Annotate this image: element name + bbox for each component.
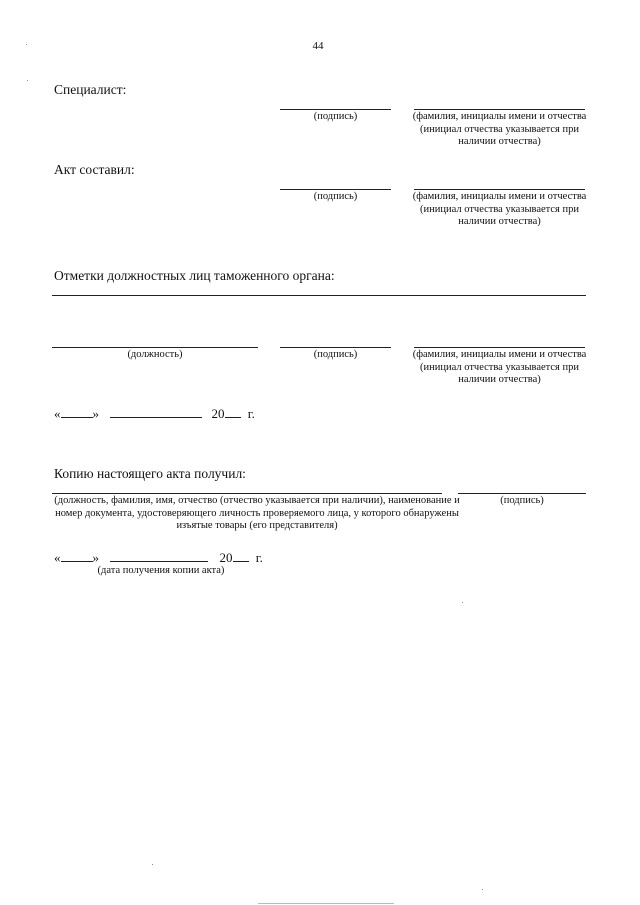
day-blank[interactable] (61, 549, 93, 562)
act-compiled-signature-caption: (подпись) (313, 191, 358, 202)
year-suffix: г. (255, 550, 263, 565)
page-number: 44 (312, 40, 324, 52)
specialist-signature-caption: (подпись) (313, 111, 358, 122)
specialist-name-line[interactable] (414, 109, 585, 110)
customs-marks-line[interactable] (52, 295, 586, 296)
month-blank[interactable] (110, 405, 202, 418)
customs-signature-line[interactable] (280, 347, 391, 348)
copy-received-date (54, 549, 263, 566)
year-blank[interactable] (233, 549, 249, 562)
customs-signature-caption: (подпись) (313, 349, 358, 360)
copy-received-signature-caption: (подпись) (500, 495, 544, 506)
date-open-quote: « (54, 550, 61, 565)
specialist-name-caption: (фамилия, инициалы имени и отчества (инициал отчества указывается при наличии отчества) (412, 111, 587, 147)
date-close-quote: » (92, 550, 99, 565)
copy-received-signature-line[interactable] (458, 493, 586, 494)
year-prefix: 20 (219, 550, 233, 565)
customs-date (54, 405, 255, 422)
scan-speck (482, 889, 483, 890)
customs-marks-label: Отметки должностных лиц таможенного органа: (54, 268, 335, 283)
customs-name-line[interactable] (414, 347, 585, 348)
scan-speck (462, 602, 463, 603)
day-blank[interactable] (61, 405, 93, 418)
year-prefix: 20 (211, 406, 225, 421)
act-compiled-name-caption: (фамилия, инициалы имени и отчества (инициал отчества указывается при наличии отчества) (412, 191, 587, 227)
act-compiled-signature-line[interactable] (280, 189, 391, 190)
copy-received-person-caption: (должность, фамилия, имя, отчество (отчество указывается при наличии), наименование и номер документа, удостоверяющего личность проверяемого лица, у которого обнаружены изъятые товары (его представителя) (54, 495, 460, 531)
act-compiled-label: Акт составил: (54, 162, 135, 177)
year-blank[interactable] (225, 405, 241, 418)
copy-received-label: Копию настоящего акта получил: (54, 466, 246, 481)
date-open-quote: « (54, 406, 61, 421)
scan-edge-mark (258, 903, 394, 904)
copy-received-person-line[interactable] (52, 493, 442, 494)
year-suffix: г. (247, 406, 255, 421)
specialist-signature-line[interactable] (280, 109, 391, 110)
customs-name-caption: (фамилия, инициалы имени и отчества (инициал отчества указывается при наличии отчества) (412, 349, 587, 385)
scan-speck (27, 80, 28, 81)
specialist-label: Специалист: (54, 82, 127, 97)
customs-position-caption: (должность) (127, 349, 183, 360)
date-close-quote: » (92, 406, 99, 421)
copy-received-date-caption: (дата получения копии акта) (97, 565, 225, 576)
scan-speck (152, 864, 153, 865)
act-compiled-name-line[interactable] (414, 189, 585, 190)
scan-speck (26, 44, 27, 45)
customs-position-line[interactable] (52, 347, 258, 348)
month-blank[interactable] (110, 549, 208, 562)
